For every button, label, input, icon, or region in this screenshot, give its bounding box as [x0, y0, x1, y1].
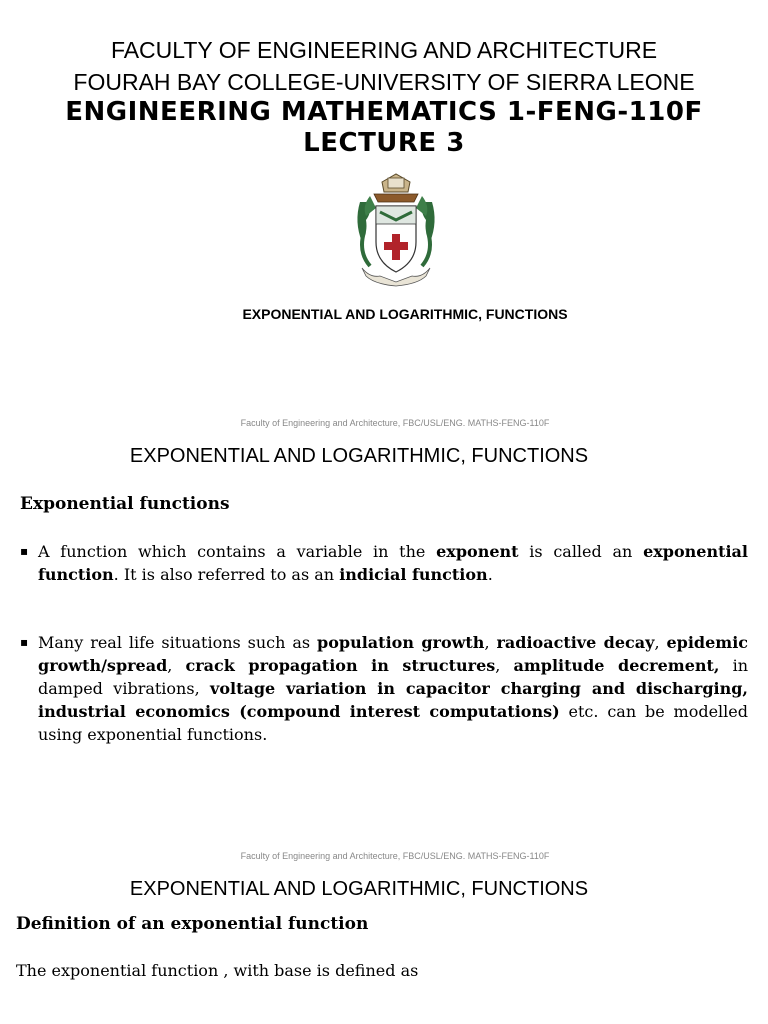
text-run: ,	[167, 656, 186, 675]
bold-term: crack propagation in structures	[185, 656, 496, 675]
bold-term: indicial function	[339, 565, 488, 584]
bullet-item	[20, 540, 748, 586]
text-run: . It is also referred to as an	[113, 565, 340, 584]
text-run: is called an	[518, 542, 644, 561]
text-run: ,	[654, 633, 667, 652]
bullet-item	[20, 631, 748, 746]
bold-term: exponential function	[38, 542, 748, 584]
bold-term: exponent	[436, 542, 519, 561]
bold-term: amplitude decrement,	[513, 656, 720, 675]
university-crest-icon	[350, 172, 442, 290]
bold-term: epidemic growth/spread	[38, 633, 749, 675]
text-run: etc. can be modelled using exponential functions.	[38, 702, 748, 744]
text-run: in damped vibrations,	[38, 656, 748, 698]
college-name: FOURAH BAY COLLEGE-UNIVERSITY OF SIERRA LEONE	[73, 69, 695, 95]
slide-title: EXPONENTIAL AND LOGARITHMIC, FUNCTIONS	[129, 445, 589, 467]
slide-footer: Faculty of Engineering and Architecture, FBC/USL/ENG. MATHS-FENG-110F	[240, 418, 550, 428]
bullet-square-icon: ▪	[20, 635, 29, 649]
bold-term: population growth	[317, 633, 485, 652]
lecture-number: LECTURE 3	[303, 128, 465, 158]
bullet-text	[38, 540, 748, 586]
text-run: .	[487, 565, 493, 584]
text-run: A function which contains a variable in the	[38, 542, 437, 561]
bullet-square-icon: ▪	[20, 544, 29, 558]
section-heading: Exponential functions	[20, 494, 230, 514]
definition-text: The exponential function , with base is defined as	[16, 961, 419, 980]
content-slide-exponential-functions	[0, 440, 768, 861]
bold-term: voltage variation in capacitor charging and discharging, industrial economics (compound interest computations)	[38, 679, 748, 721]
lecture-topic: EXPONENTIAL AND LOGARITHMIC, FUNCTIONS	[242, 306, 568, 322]
text-run: ,	[484, 633, 497, 652]
text-run: Many real life situations such as	[38, 633, 318, 652]
slide-footer: Faculty of Engineering and Architecture, FBC/USL/ENG. MATHS-FENG-110F	[240, 851, 550, 861]
course-title: ENGINEERING MATHEMATICS 1-FENG-110F	[65, 97, 703, 127]
slide-title: EXPONENTIAL AND LOGARITHMIC, FUNCTIONS	[129, 878, 589, 900]
text-run: ,	[495, 656, 514, 675]
bullet-text	[38, 631, 748, 746]
bold-term: radioactive decay	[496, 633, 655, 652]
title-slide	[0, 0, 768, 440]
faculty-name: FACULTY OF ENGINEERING AND ARCHITECTURE	[110, 37, 658, 63]
content-slide-definition	[0, 852, 768, 1024]
section-heading: Definition of an exponential function	[16, 914, 369, 934]
